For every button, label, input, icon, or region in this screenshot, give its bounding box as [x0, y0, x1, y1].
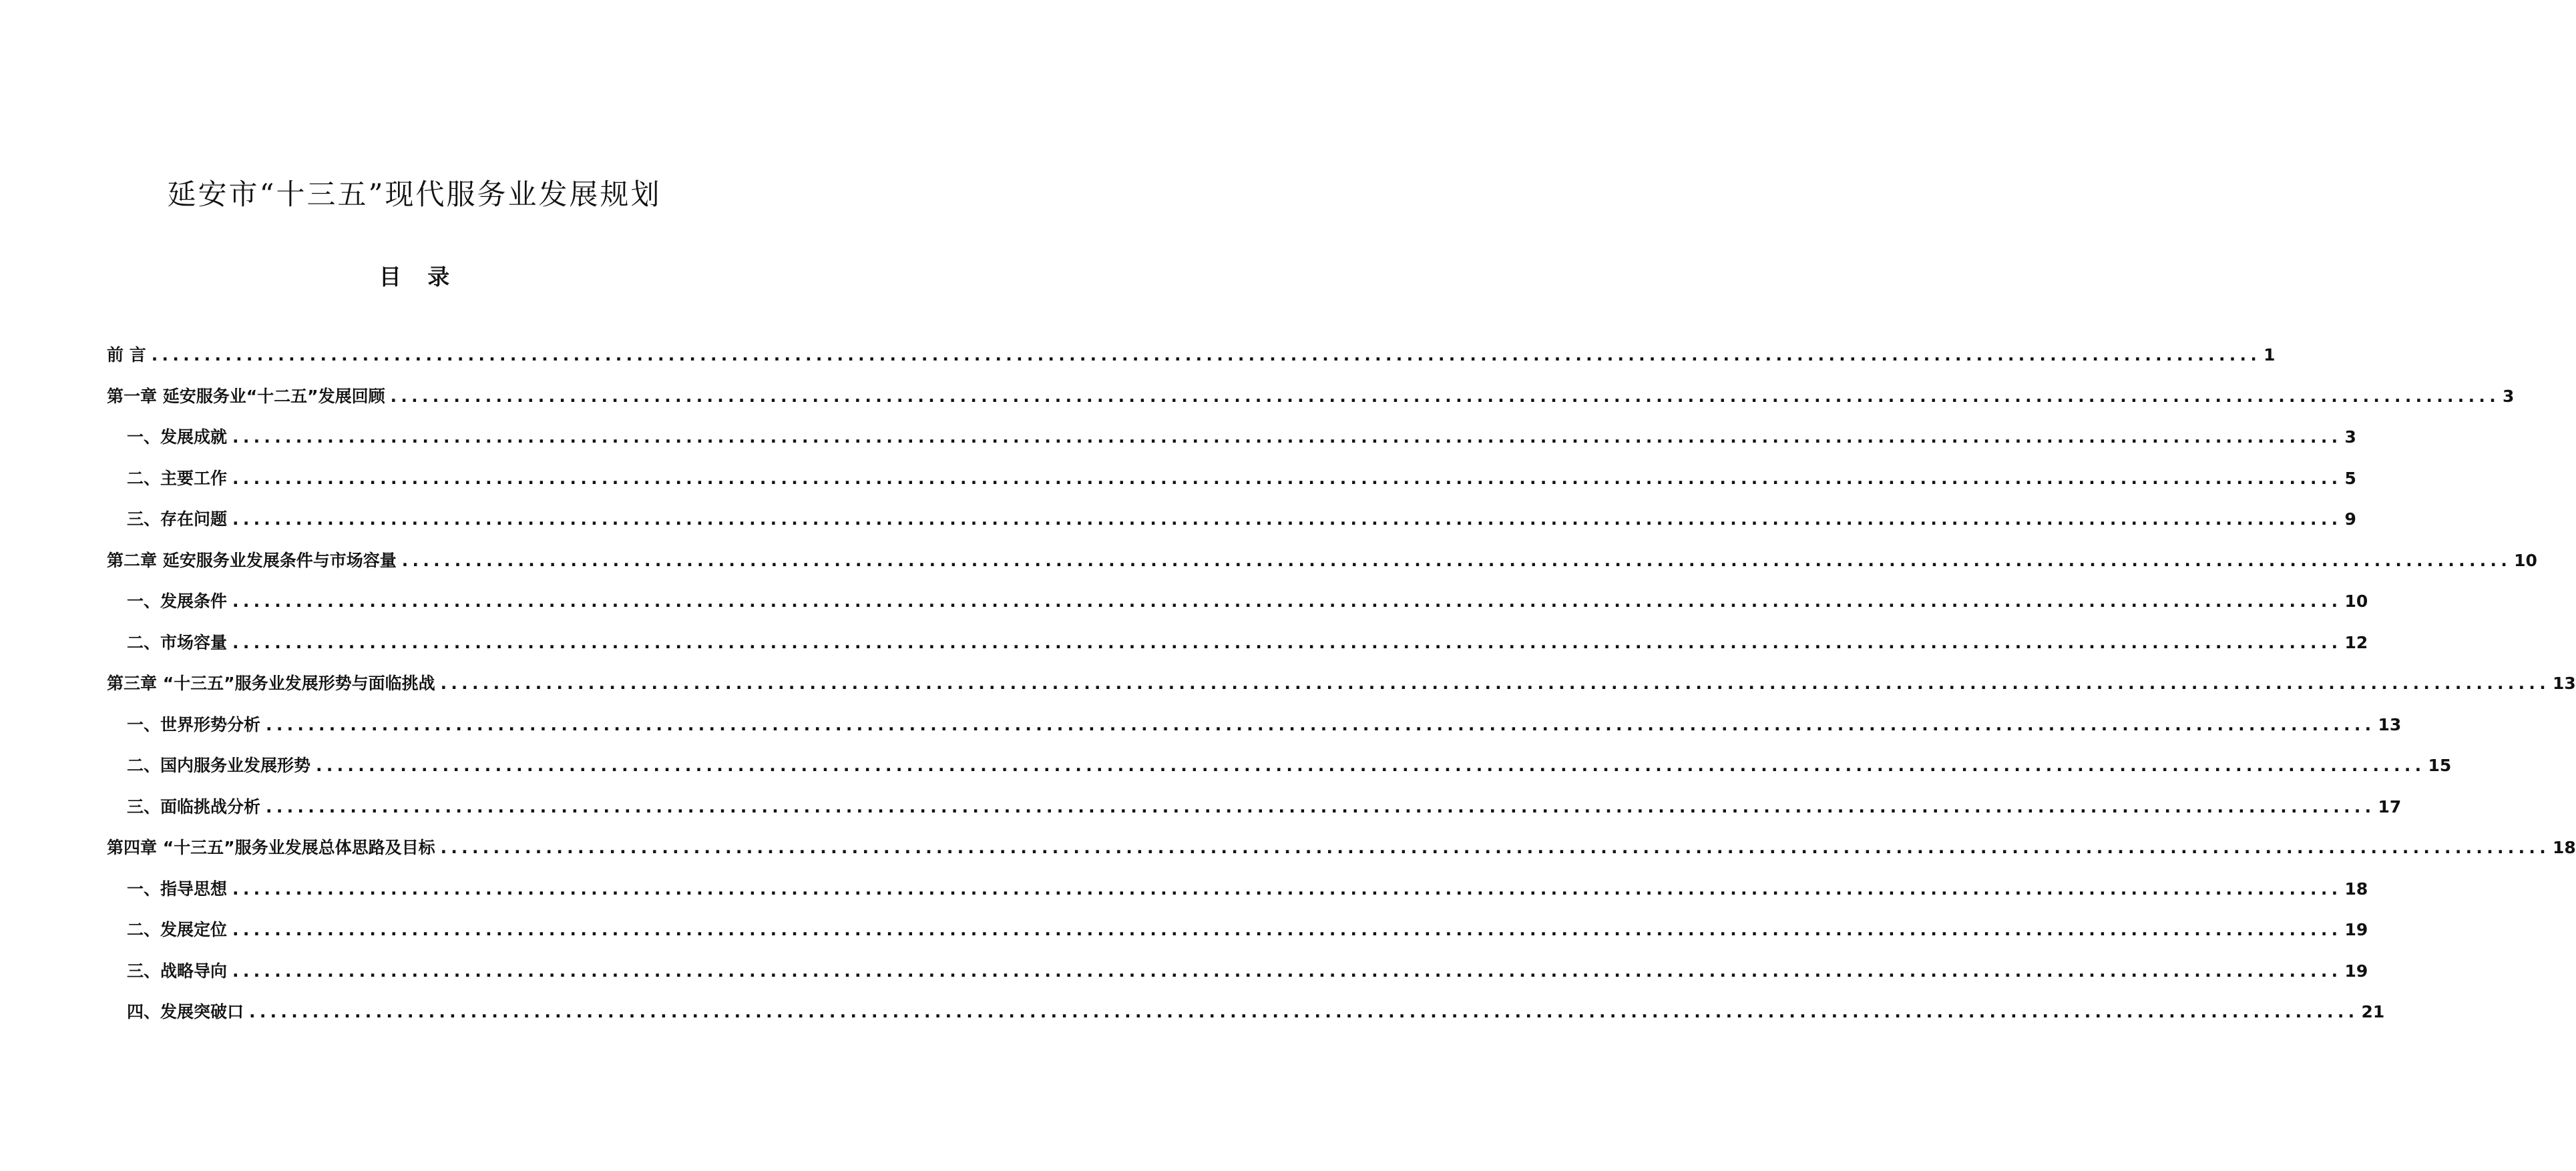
toc-page-number: 9 — [2344, 509, 2356, 529]
toc-entry-chapter-1[interactable] — [107, 383, 2515, 425]
toc-entry-section[interactable] — [107, 506, 2356, 547]
toc-entry-label: 三、存在问题 — [127, 509, 228, 529]
toc-entry-label: 一、发展成就 — [127, 427, 228, 447]
toc-page-number: 5 — [2344, 468, 2356, 488]
toc-page-number: 21 — [2361, 1002, 2385, 1021]
toc-entry-label: 前 言 — [107, 345, 146, 365]
toc-dot-leader: ........................................................................................................................................................................................................ — [232, 592, 2342, 611]
toc-dot-leader: ........................................................................................................................................................................................................ — [249, 1002, 2359, 1021]
toc-page-number: 10 — [2514, 550, 2537, 570]
toc-entry-section[interactable] — [107, 424, 2356, 465]
toc-entry-label: 二、主要工作 — [127, 468, 228, 488]
toc-dot-leader: ........................................................................................................................................................................................................ — [440, 674, 2550, 693]
toc-entry-section[interactable] — [107, 752, 2452, 794]
toc-dot-leader: ........................................................................................................................................................................................................ — [232, 879, 2342, 899]
toc-page-number: 19 — [2344, 920, 2368, 939]
toc-entry-section[interactable] — [107, 999, 2385, 1040]
toc-entry-label: 一、指导思想 — [127, 879, 228, 899]
toc-page-number: 18 — [2553, 838, 2576, 857]
toc-dot-leader: ........................................................................................................................................................................................................ — [151, 345, 2262, 365]
toc-dot-leader: ........................................................................................................................................................................................................ — [440, 838, 2550, 857]
toc-dot-leader: ........................................................................................................................................................................................................ — [232, 632, 2342, 652]
toc-entry-label: 第二章 延安服务业发展条件与市场容量 — [107, 550, 397, 570]
toc-page-number: 12 — [2344, 632, 2368, 652]
toc-page-number: 13 — [2378, 714, 2402, 734]
toc-dot-leader: ........................................................................................................................................................................................................ — [232, 961, 2342, 981]
toc-entry-section[interactable] — [107, 712, 2402, 753]
toc-page-number: 13 — [2553, 674, 2576, 693]
toc-entry-label: 二、发展定位 — [127, 920, 228, 939]
toc-heading: 目 录 — [379, 264, 459, 290]
toc-entry-section[interactable] — [107, 917, 2368, 958]
toc-entry-label: 二、国内服务业发展形势 — [127, 756, 311, 775]
toc-entry-label: 三、面临挑战分析 — [127, 796, 261, 816]
toc-dot-leader: ........................................................................................................................................................................................................ — [390, 386, 2500, 406]
toc-dot-leader: ........................................................................................................................................................................................................ — [401, 550, 2512, 570]
toc-dot-leader: ........................................................................................................................................................................................................ — [232, 509, 2342, 529]
toc-entry-label: 三、战略导向 — [127, 961, 228, 981]
toc-entry-chapter-4[interactable] — [107, 835, 2576, 876]
toc-entry-label: 第四章 “十三五”服务业发展总体思路及目标 — [107, 838, 435, 857]
toc-page-number: 10 — [2344, 592, 2368, 611]
toc-page-number: 15 — [2428, 756, 2452, 775]
toc-entry-section[interactable] — [107, 588, 2368, 630]
toc-dot-leader: ........................................................................................................................................................................................................ — [232, 468, 2342, 488]
toc-page-number: 17 — [2378, 796, 2402, 816]
toc-dot-leader: ........................................................................................................................................................................................................ — [266, 796, 2376, 816]
toc-entry-section[interactable] — [107, 876, 2368, 917]
toc-page-number: 18 — [2344, 879, 2368, 899]
toc-entry-label: 四、发展突破口 — [127, 1002, 244, 1021]
toc-dot-leader: ........................................................................................................................................................................................................ — [232, 920, 2342, 939]
toc-entry-chapter-3[interactable] — [107, 670, 2576, 712]
toc-entry-label: 二、市场容量 — [127, 632, 228, 652]
toc-entry-label: 一、世界形势分析 — [127, 714, 261, 734]
toc-entry-label: 一、发展条件 — [127, 592, 228, 611]
toc-dot-leader: ........................................................................................................................................................................................................ — [316, 756, 2426, 775]
toc-dot-leader: ........................................................................................................................................................................................................ — [232, 427, 2342, 447]
toc-entry-label: 第三章 “十三五”服务业发展形势与面临挑战 — [107, 674, 435, 693]
toc-page-number: 19 — [2344, 961, 2368, 981]
toc-page-number: 1 — [2264, 345, 2276, 365]
toc-page-number: 3 — [2503, 386, 2515, 406]
toc-entry-label: 第一章 延安服务业“十二五”发展回顾 — [107, 386, 385, 406]
toc-dot-leader: ........................................................................................................................................................................................................ — [266, 714, 2376, 734]
toc-entry-preface[interactable] — [107, 342, 2276, 383]
toc-entry-section[interactable] — [107, 794, 2402, 835]
document-title: 延安市“十三五”现代服务业发展规划 — [167, 178, 662, 212]
table-of-contents — [107, 342, 2576, 1040]
toc-entry-section[interactable] — [107, 630, 2368, 671]
toc-page-number: 3 — [2344, 427, 2356, 447]
toc-entry-section[interactable] — [107, 465, 2356, 507]
toc-entry-section[interactable] — [107, 958, 2368, 999]
toc-entry-chapter-2[interactable] — [107, 547, 2537, 589]
